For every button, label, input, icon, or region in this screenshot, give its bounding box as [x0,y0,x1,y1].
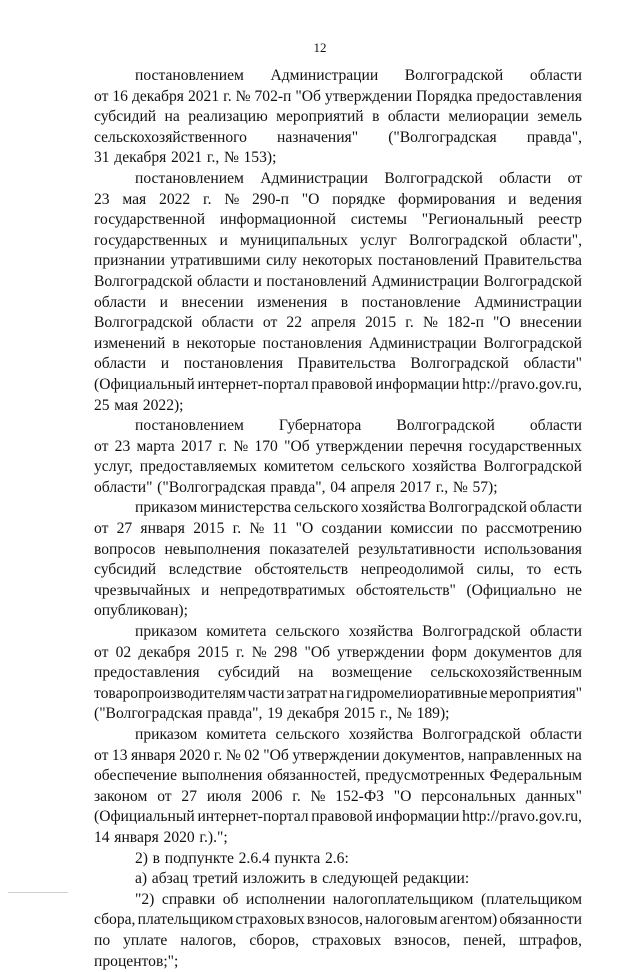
text-line: законом от 27 июля 2006 г. № 152-ФЗ "О персональных данных" [94,787,582,805]
text-line: субсидий вследствие обстоятельств непреодолимой силы, то есть [94,561,582,579]
text-line: Волгоградской области от 22 апреля 2015 г. № 182-п "О внесении [94,314,582,332]
paragraph [94,890,582,972]
scan-margin-mark [8,892,68,893]
text-line: изменений в некоторые постановления Администрации Волгоградской [94,334,582,352]
text-line: процентов;"; [94,952,179,970]
text-line: приказом комитета сельского хозяйства Волгоградской области [135,726,582,743]
paragraph [94,66,582,169]
text-line: области и постановления Правительства Волгоградской области" [94,355,582,373]
text-line: субсидий на реализацию мероприятий в области мелиорации земель [94,108,582,126]
paragraph [94,498,582,622]
text-line: Волгоградской области и постановлений Администрации Волгоградской [94,272,582,290]
text-line: постановлением Администрации Волгоградской области от [135,169,582,187]
text-line: "2) справки об исполнении налогоплательщиком (плательщиком [135,890,582,908]
text-line: сбора, плательщиком страховых взносов, налоговым агентом) обязанности [94,911,582,929]
paragraph [94,725,582,849]
text-line: 25 мая 2022); [94,396,184,414]
paragraph [94,169,582,416]
text-line: сельскохозяйственного назначения" ("Волгоградская правда", [94,128,582,146]
text-line: от 27 января 2015 г. № 11 "О создании комиссии по рассмотрению [94,520,582,538]
text-line: 31 декабря 2021 г., № 153); [94,149,277,167]
text-line: ("Волгоградская правда", 19 декабря 2015 г., № 189); [94,705,450,723]
text-line: услуг, предоставляемых комитетом сельского хозяйства Волгоградской [94,458,582,476]
text-line: приказом комитета сельского хозяйства Волгоградской области [135,623,582,641]
text-line: обеспечение выполнения обязанностей, предусмотренных Федеральным [94,767,582,785]
text-line: чрезвычайных и непредотвратимых обстоятельств" (Официально не [94,581,582,599]
paragraph [94,869,582,890]
document-body [94,66,582,972]
text-line: области" ("Волгоградская правда", 04 апреля 2017 г., № 57); [94,478,498,496]
text-line: предоставления субсидий на возмещение сельскохозяйственным [94,664,582,682]
text-line: 2) в подпункте 2.6.4 пункта 2.6: [135,849,349,867]
text-line: 23 мая 2022 г. № 290-п "О порядке формирования и ведения [94,190,582,208]
text-line: а) абзац третий изложить в следующей редакции: [135,870,470,888]
text-line: от 13 января 2020 г. № 02 "Об утверждении документов, направленных на [94,746,582,764]
text-line: (Официальный интернет-портал правовой информации http://pravo.gov.ru, [94,808,582,826]
text-line: опубликован); [94,602,188,620]
text-line: вопросов невыполнения показателей результативности использования [94,540,582,558]
text-line: государственной информационной системы "Региональный реестр [94,211,582,229]
text-line: государственных и муниципальных услуг Волгоградской области", [94,231,582,249]
paragraph [94,849,582,870]
text-line: от 16 декабря 2021 г. № 702-п "Об утверждении Порядка предоставления [94,87,582,105]
text-line: постановлением Губернатора Волгоградской области [135,417,582,435]
paragraph [94,416,582,498]
text-line: от 23 марта 2017 г. № 170 "Об утверждении перечня государственных [94,437,582,455]
text-line: 14 января 2020 г.)."; [94,828,228,846]
text-line: признании утратившими силу некоторых постановлений Правительства [94,252,582,270]
text-line: товаропроизводителям части затрат на гидромелиоративные мероприятия" [94,684,582,702]
text-line: приказом министерства сельского хозяйства Волгоградской области [135,499,582,517]
text-line: (Официальный интернет-портал правовой информации http://pravo.gov.ru, [94,375,582,393]
text-line: области и внесении изменения в постановление Администрации [94,293,582,311]
page-number: 12 [313,40,327,55]
text-line: постановлением Администрации Волгоградской области [135,67,582,84]
paragraph [94,622,582,725]
text-line: по уплате налогов, сборов, страховых взносов, пеней, штрафов, [94,931,582,949]
text-line: от 02 декабря 2015 г. № 298 "Об утверждении форм документов для [94,643,582,661]
